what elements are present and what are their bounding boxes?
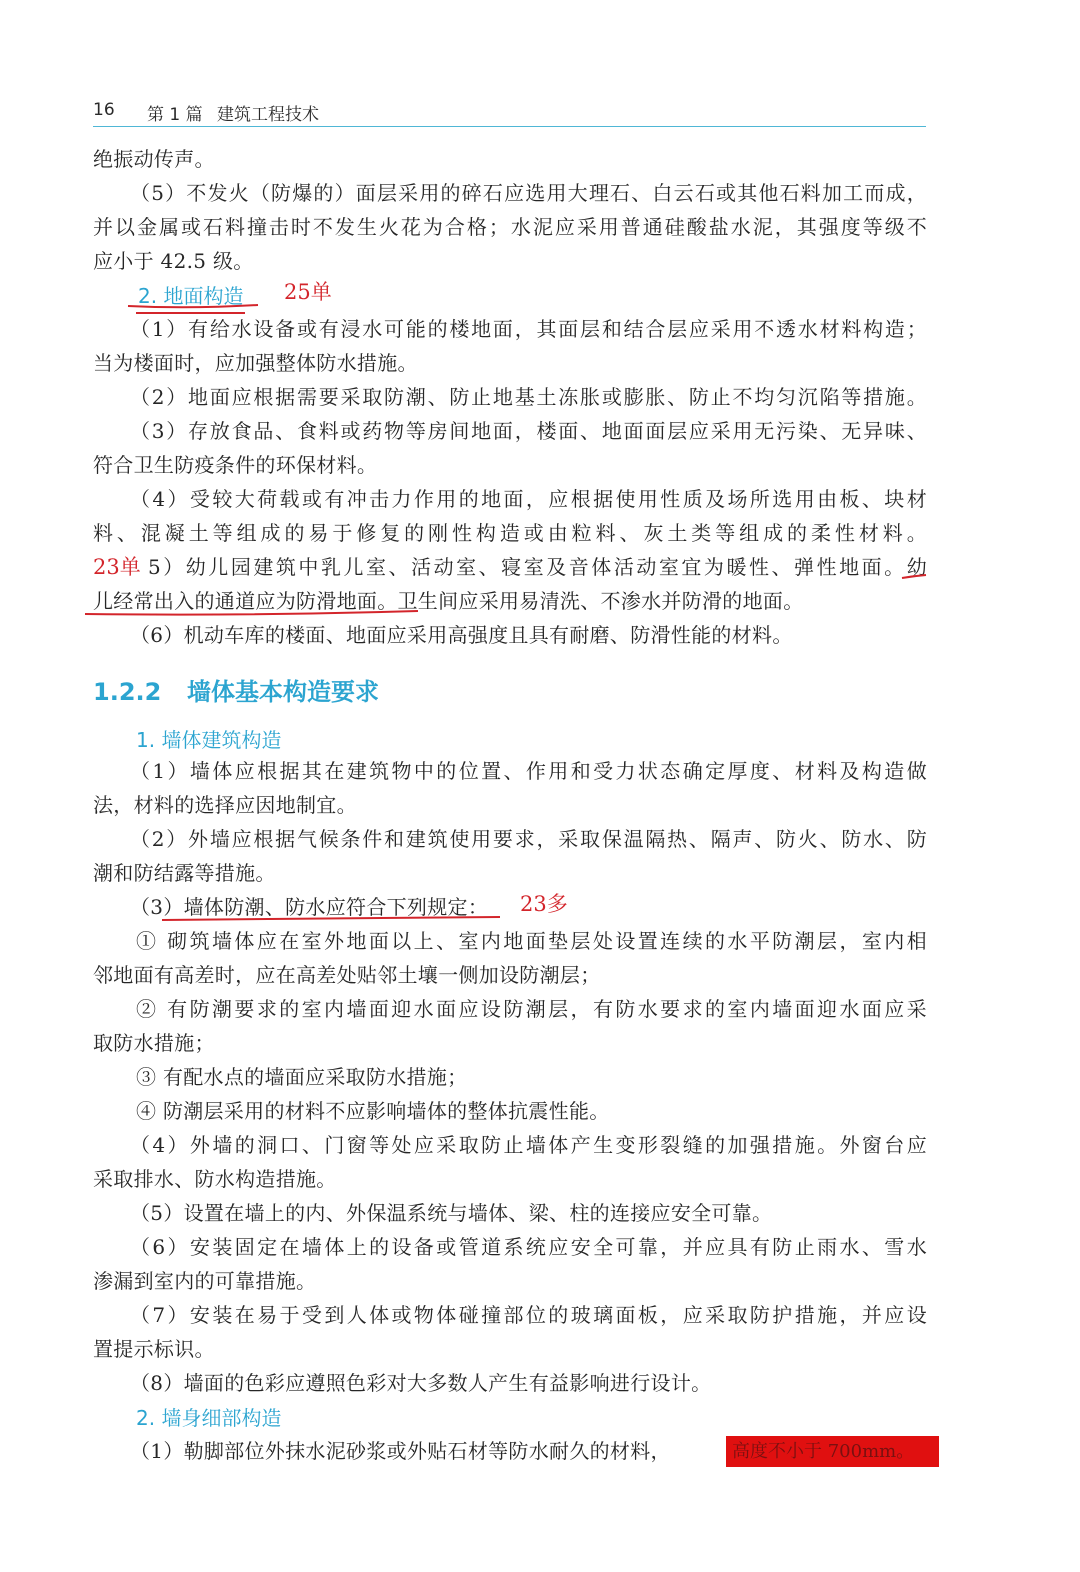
text-line: （7）安装在易于受到人体或物体碰撞部位的玻璃面板，应采取防护措施，并应设: [130, 1303, 927, 1327]
text-line: （1）墙体应根据其在建筑物中的位置、作用和受力状态确定厚度、材料及构造做: [130, 759, 927, 783]
text-line: （5）设置在墙上的内、外保温系统与墙体、梁、柱的连接应安全可靠。: [130, 1201, 773, 1225]
highlighted-phrase: 高度不小于 700mm。: [726, 1436, 939, 1467]
text-line: 料、混凝土等组成的易于修复的刚性构造或由粒料、灰土类等组成的柔性材料。: [93, 521, 927, 545]
section-number: 1.2.2: [93, 678, 162, 706]
text-line: ① 砌筑墙体应在室外地面以上、室内地面垫层处设置连续的水平防潮层，室内相: [136, 929, 927, 953]
subheading-wall-details: 2. 墙身细部构造: [136, 1406, 282, 1430]
text-line: （2）外墙应根据气候条件和建筑使用要求，采取保温隔热、隔声、防火、防水、防: [130, 827, 927, 851]
text-line: （1）有给水设备或有浸水可能的楼地面，其面层和结合层应采用不透水材料构造；: [130, 317, 927, 341]
text-line: 邻地面有高差时，应在高差处贴邻土壤一侧加设防潮层；: [93, 963, 601, 987]
text-span: 卫生间应采用易清洗、不渗水并防滑的地面。: [397, 589, 804, 613]
text-line: （2）地面应根据需要采取防潮、防止地基土冻胀或膨胀、防止不均匀沉陷等措施。: [130, 385, 927, 409]
section-heading: [93, 672, 379, 712]
text-line: （3）存放食品、食料或药物等房间地面，楼面、地面面层应采用无污染、无异味、: [130, 419, 927, 443]
text-line: 并以金属或石料撞击时不发生火花为合格；水泥应采用普通硅酸盐水泥，其强度等级不: [93, 215, 927, 239]
text-line: 置提示标识。: [93, 1337, 215, 1361]
book-title: 建筑工程技术: [217, 105, 319, 125]
text-line: 绝振动传声。: [93, 147, 215, 171]
text-line: 5）幼儿园建筑中乳儿室、活动室、寝室及音体活动室宜为暖性、弹性地面。幼: [148, 555, 927, 579]
text-line: 法，材料的选择应因地制宜。: [93, 793, 357, 817]
text-line: ② 有防潮要求的室内墙面迎水面应设防潮层，有防水要求的室内墙面迎水面应采: [136, 997, 927, 1021]
section-title: 墙体基本构造要求: [187, 678, 379, 706]
annotation-23-single: 23单: [93, 555, 141, 579]
text-line: （6）机动车库的楼面、地面应采用高强度且具有耐磨、防滑性能的材料。: [130, 623, 793, 647]
annotation-25-single: 25单: [284, 280, 332, 304]
text-line: （1）勒脚部位外抹水泥砂浆或外贴石材等防水耐久的材料，: [130, 1439, 671, 1463]
text-line: （4）受较大荷载或有冲击力作用的地面，应根据使用性质及场所选用由板、块材: [130, 487, 927, 511]
text-line: （4）外墙的洞口、门窗等处应采取防止墙体产生变形裂缝的加强措施。外窗台应: [130, 1133, 927, 1157]
underlined-phrase: 墙体防潮、防水应符合下列规定：: [183, 895, 489, 919]
text-line: ④ 防潮层采用的材料不应影响墙体的整体抗震性能。: [136, 1099, 610, 1123]
subheading-ground-structure: 2. 地面构造: [136, 280, 245, 314]
subheading-wall-structure: 1. 墙体建筑构造: [136, 728, 282, 752]
running-header: [93, 96, 926, 127]
part-label: 第 1 篇: [147, 105, 203, 125]
annotation-23-multi: 23多: [520, 892, 568, 916]
text-line: ③ 有配水点的墙面应采取防水措施；: [136, 1065, 468, 1089]
underlined-phrase: 儿经常出入的通道应为防滑地面。: [93, 589, 398, 613]
text-line: 取防水措施；: [93, 1031, 215, 1055]
text-line: （6）安装固定在墙体上的设备或管道系统应安全可靠，并应具有防止雨水、雪水: [130, 1235, 927, 1259]
text-line: （8）墙面的色彩应遵照色彩对大多数人产生有益影响进行设计。: [130, 1371, 712, 1395]
text-line: 渗漏到室内的可靠措施。: [93, 1269, 317, 1293]
text-line: [130, 890, 488, 924]
text-line: （5）不发火（防爆的）面层采用的碎石应选用大理石、白云石或其他石料加工而成，: [130, 181, 927, 205]
text-line: [93, 584, 927, 618]
text-line: 潮和防结露等措施。: [93, 861, 276, 885]
text-line: 当为楼面时，应加强整体防水措施。: [93, 351, 418, 375]
item-number: （3）: [130, 895, 184, 919]
page-number: 16: [93, 100, 115, 120]
text-line: 采取排水、防水构造措施。: [93, 1167, 337, 1191]
text-line: 应小于 42.5 级。: [93, 249, 254, 273]
text-line: 符合卫生防疫条件的环保材料。: [93, 453, 378, 477]
